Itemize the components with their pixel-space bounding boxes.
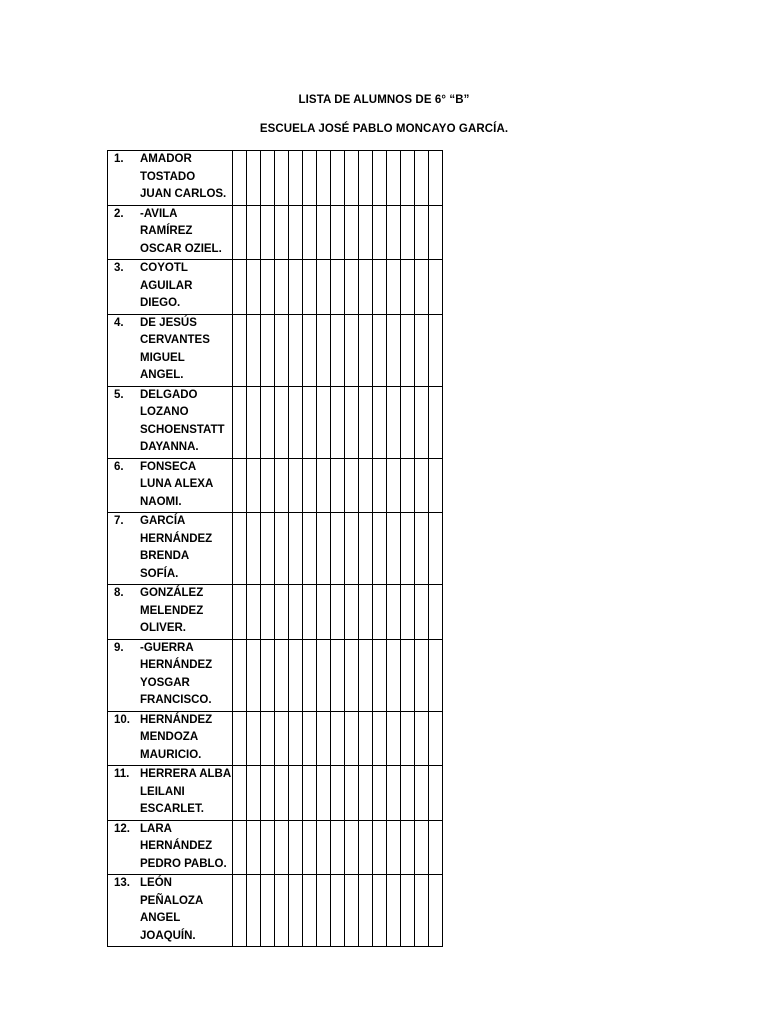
attendance-checkbox-cell[interactable]	[275, 875, 289, 947]
attendance-checkbox-cell[interactable]	[289, 711, 303, 766]
attendance-checkbox-cell[interactable]	[317, 820, 331, 875]
student-cell	[108, 585, 233, 640]
attendance-checkbox-cell[interactable]	[345, 711, 359, 766]
attendance-checkbox-cell[interactable]	[275, 151, 289, 206]
attendance-checkbox-cell[interactable]	[247, 875, 261, 947]
attendance-checkbox-cell[interactable]	[345, 205, 359, 260]
attendance-checkbox-cell[interactable]	[289, 820, 303, 875]
attendance-checkbox-cell[interactable]	[303, 875, 317, 947]
attendance-checkbox-cell[interactable]	[415, 205, 429, 260]
student-name: COYOTL AGUILAR DIEGO.	[140, 262, 193, 309]
attendance-checkbox-cell[interactable]	[233, 639, 247, 711]
attendance-checkbox-cell[interactable]	[429, 314, 443, 386]
student-number: 6.	[114, 460, 124, 473]
student-cell	[108, 458, 233, 513]
attendance-checkbox-cell[interactable]	[303, 820, 317, 875]
attendance-checkbox-cell[interactable]	[359, 820, 373, 875]
attendance-checkbox-cell[interactable]	[415, 513, 429, 585]
attendance-checkbox-cell[interactable]	[429, 205, 443, 260]
attendance-checkbox-cell[interactable]	[345, 151, 359, 206]
attendance-checkbox-cell[interactable]	[233, 314, 247, 386]
attendance-checkbox-cell[interactable]	[261, 386, 275, 458]
attendance-checkbox-cell[interactable]	[415, 639, 429, 711]
attendance-checkbox-cell[interactable]	[373, 585, 387, 640]
attendance-checkbox-cell[interactable]	[373, 820, 387, 875]
student-cell	[108, 875, 233, 947]
attendance-checkbox-cell[interactable]	[387, 260, 401, 315]
attendance-checkbox-cell[interactable]	[359, 513, 373, 585]
attendance-checkbox-cell[interactable]	[303, 151, 317, 206]
attendance-checkbox-cell[interactable]	[345, 458, 359, 513]
attendance-checkbox-cell[interactable]	[415, 766, 429, 821]
attendance-checkbox-cell[interactable]	[415, 151, 429, 206]
attendance-checkbox-cell[interactable]	[317, 205, 331, 260]
attendance-checkbox-cell[interactable]	[387, 711, 401, 766]
attendance-checkbox-cell[interactable]	[345, 260, 359, 315]
attendance-checkbox-cell[interactable]	[387, 766, 401, 821]
attendance-checkbox-cell[interactable]	[261, 151, 275, 206]
student-name: FONSECA LUNA ALEXA NAOMI.	[140, 460, 214, 508]
attendance-checkbox-cell[interactable]	[345, 766, 359, 821]
attendance-checkbox-cell[interactable]	[401, 513, 415, 585]
attendance-checkbox-cell[interactable]	[303, 314, 317, 386]
attendance-checkbox-cell[interactable]	[275, 820, 289, 875]
student-name: AMADOR TOSTADO JUAN CARLOS.	[140, 153, 227, 200]
attendance-checkbox-cell[interactable]	[373, 639, 387, 711]
student-number: 8.	[114, 587, 124, 599]
student-cell	[108, 766, 233, 821]
student-cell	[108, 386, 233, 458]
student-number: 13.	[114, 877, 130, 889]
attendance-checkbox-cell[interactable]	[317, 639, 331, 711]
attendance-checkbox-cell[interactable]	[345, 875, 359, 947]
student-cell	[108, 314, 233, 386]
attendance-checkbox-cell[interactable]	[415, 820, 429, 875]
student-cell	[108, 260, 233, 315]
attendance-checkbox-cell[interactable]	[233, 585, 247, 640]
list-item	[108, 151, 232, 205]
attendance-table	[107, 150, 443, 947]
attendance-checkbox-cell[interactable]	[247, 314, 261, 386]
attendance-checkbox-cell[interactable]	[429, 513, 443, 585]
attendance-checkbox-cell[interactable]	[317, 151, 331, 206]
attendance-checkbox-cell[interactable]	[345, 639, 359, 711]
attendance-checkbox-cell[interactable]	[387, 205, 401, 260]
attendance-checkbox-cell[interactable]	[275, 585, 289, 640]
attendance-checkbox-cell[interactable]	[317, 875, 331, 947]
attendance-checkbox-cell[interactable]	[317, 260, 331, 315]
attendance-checkbox-cell[interactable]	[317, 314, 331, 386]
attendance-checkbox-cell[interactable]	[317, 513, 331, 585]
table-row	[108, 458, 443, 513]
attendance-checkbox-cell[interactable]	[359, 151, 373, 206]
attendance-checkbox-cell[interactable]	[331, 639, 345, 711]
attendance-checkbox-cell[interactable]	[331, 205, 345, 260]
attendance-checkbox-cell[interactable]	[275, 711, 289, 766]
attendance-checkbox-cell[interactable]	[401, 386, 415, 458]
student-number: 7.	[114, 515, 124, 527]
attendance-checkbox-cell[interactable]	[387, 386, 401, 458]
list-item	[108, 459, 232, 513]
attendance-checkbox-cell[interactable]	[415, 314, 429, 386]
page-title: LISTA DE ALUMNOS DE 6° “B”	[298, 94, 470, 106]
attendance-checkbox-cell[interactable]	[401, 458, 415, 513]
student-name: HERNÁNDEZ MENDOZA MAURICIO.	[140, 713, 213, 761]
attendance-checkbox-cell[interactable]	[401, 820, 415, 875]
student-cell	[108, 711, 233, 766]
attendance-checkbox-cell[interactable]	[303, 766, 317, 821]
attendance-checkbox-cell[interactable]	[359, 875, 373, 947]
attendance-checkbox-cell[interactable]	[373, 314, 387, 386]
attendance-checkbox-cell[interactable]	[331, 875, 345, 947]
table-row	[108, 151, 443, 206]
student-cell	[108, 639, 233, 711]
student-number: 2.	[114, 207, 124, 220]
attendance-checkbox-cell[interactable]	[247, 820, 261, 875]
attendance-checkbox-cell[interactable]	[373, 766, 387, 821]
student-name: GONZÁLEZ MELENDEZ OLIVER.	[140, 587, 204, 634]
attendance-checkbox-cell[interactable]	[261, 513, 275, 585]
attendance-checkbox-cell[interactable]	[303, 711, 317, 766]
student-number: 1.	[114, 153, 124, 165]
attendance-checkbox-cell[interactable]	[373, 458, 387, 513]
attendance-checkbox-cell[interactable]	[233, 875, 247, 947]
attendance-checkbox-cell[interactable]	[317, 711, 331, 766]
list-item	[108, 712, 232, 766]
attendance-checkbox-cell[interactable]	[401, 260, 415, 315]
table-row	[108, 639, 443, 711]
attendance-checkbox-cell[interactable]	[415, 875, 429, 947]
attendance-checkbox-cell[interactable]	[401, 875, 415, 947]
attendance-checkbox-cell[interactable]	[261, 766, 275, 821]
attendance-checkbox-cell[interactable]	[289, 875, 303, 947]
attendance-checkbox-cell[interactable]	[331, 585, 345, 640]
attendance-checkbox-cell[interactable]	[359, 585, 373, 640]
attendance-checkbox-cell[interactable]	[317, 458, 331, 513]
student-name: -GUERRA HERNÁNDEZ YOSGAR FRANCISCO.	[140, 641, 213, 706]
attendance-checkbox-cell[interactable]	[359, 314, 373, 386]
attendance-checkbox-cell[interactable]	[261, 458, 275, 513]
list-item	[108, 513, 232, 584]
school-name: ESCUELA JOSÉ PABLO MONCAYO GARCÍA.	[259, 123, 509, 135]
table-row	[108, 585, 443, 640]
attendance-checkbox-cell[interactable]	[429, 458, 443, 513]
attendance-checkbox-cell[interactable]	[261, 314, 275, 386]
attendance-checkbox-cell[interactable]	[387, 314, 401, 386]
attendance-checkbox-cell[interactable]	[387, 585, 401, 640]
attendance-checkbox-cell[interactable]	[261, 820, 275, 875]
student-number: 9.	[114, 641, 124, 654]
attendance-checkbox-cell[interactable]	[247, 386, 261, 458]
table-row	[108, 513, 443, 585]
student-name: DELGADO LOZANO SCHOENSTATT DAYANNA.	[140, 388, 225, 453]
attendance-checkbox-cell[interactable]	[373, 260, 387, 315]
attendance-checkbox-cell[interactable]	[345, 314, 359, 386]
attendance-checkbox-cell[interactable]	[303, 458, 317, 513]
attendance-checkbox-cell[interactable]	[331, 766, 345, 821]
attendance-checkbox-cell[interactable]	[233, 820, 247, 875]
attendance-checkbox-cell[interactable]	[331, 314, 345, 386]
attendance-checkbox-cell[interactable]	[415, 386, 429, 458]
attendance-checkbox-cell[interactable]	[359, 766, 373, 821]
student-number: 12.	[114, 822, 130, 835]
table-row	[108, 386, 443, 458]
attendance-checkbox-cell[interactable]	[415, 711, 429, 766]
attendance-checkbox-cell[interactable]	[261, 205, 275, 260]
attendance-checkbox-cell[interactable]	[303, 585, 317, 640]
attendance-checkbox-cell[interactable]	[415, 260, 429, 315]
attendance-checkbox-cell[interactable]	[233, 151, 247, 206]
attendance-checkbox-cell[interactable]	[233, 205, 247, 260]
attendance-checkbox-cell[interactable]	[317, 766, 331, 821]
attendance-checkbox-cell[interactable]	[359, 639, 373, 711]
attendance-checkbox-cell[interactable]	[415, 585, 429, 640]
list-item	[108, 585, 232, 639]
list-item	[108, 206, 232, 260]
student-name: HERRERA ALBA LEILANI ESCARLET.	[140, 768, 232, 815]
attendance-checkbox-cell[interactable]	[401, 585, 415, 640]
attendance-checkbox-cell[interactable]	[387, 513, 401, 585]
attendance-checkbox-cell[interactable]	[359, 458, 373, 513]
table-row	[108, 820, 443, 875]
attendance-checkbox-cell[interactable]	[261, 639, 275, 711]
list-item	[108, 315, 232, 386]
attendance-checkbox-cell[interactable]	[401, 639, 415, 711]
attendance-checkbox-cell[interactable]	[401, 314, 415, 386]
attendance-checkbox-cell[interactable]	[275, 458, 289, 513]
attendance-checkbox-cell[interactable]	[289, 639, 303, 711]
attendance-checkbox-cell[interactable]	[387, 151, 401, 206]
attendance-checkbox-cell[interactable]	[387, 458, 401, 513]
attendance-checkbox-cell[interactable]	[233, 458, 247, 513]
attendance-checkbox-cell[interactable]	[303, 639, 317, 711]
table-row	[108, 875, 443, 947]
table-row	[108, 260, 443, 315]
attendance-checkbox-cell[interactable]	[345, 820, 359, 875]
attendance-checkbox-cell[interactable]	[359, 260, 373, 315]
student-name: LARA HERNÁNDEZ PEDRO PABLO.	[140, 822, 227, 870]
student-cell	[108, 820, 233, 875]
attendance-checkbox-cell[interactable]	[331, 386, 345, 458]
attendance-checkbox-cell[interactable]	[331, 513, 345, 585]
table-row	[108, 205, 443, 260]
student-name: DE JESÚS CERVANTES MIGUEL ANGEL.	[140, 316, 210, 381]
list-item	[108, 766, 232, 820]
attendance-checkbox-cell[interactable]	[275, 513, 289, 585]
list-item	[108, 260, 232, 314]
attendance-checkbox-cell[interactable]	[387, 639, 401, 711]
attendance-checkbox-cell[interactable]	[345, 513, 359, 585]
attendance-checkbox-cell[interactable]	[275, 260, 289, 315]
attendance-checkbox-cell[interactable]	[247, 766, 261, 821]
attendance-checkbox-cell[interactable]	[261, 260, 275, 315]
attendance-checkbox-cell[interactable]	[429, 151, 443, 206]
attendance-checkbox-cell[interactable]	[359, 205, 373, 260]
attendance-checkbox-cell[interactable]	[415, 458, 429, 513]
attendance-checkbox-cell[interactable]	[401, 205, 415, 260]
table-row	[108, 711, 443, 766]
student-number: 10.	[114, 713, 130, 726]
student-number: 5.	[114, 388, 124, 401]
attendance-checkbox-cell[interactable]	[289, 260, 303, 315]
attendance-checkbox-cell[interactable]	[303, 513, 317, 585]
attendance-checkbox-cell[interactable]	[289, 458, 303, 513]
attendance-checkbox-cell[interactable]	[331, 260, 345, 315]
list-item	[108, 640, 232, 711]
attendance-checkbox-cell[interactable]	[247, 205, 261, 260]
attendance-checkbox-cell[interactable]	[317, 585, 331, 640]
attendance-checkbox-cell[interactable]	[429, 820, 443, 875]
attendance-checkbox-cell[interactable]	[247, 260, 261, 315]
attendance-checkbox-cell[interactable]	[331, 711, 345, 766]
attendance-checkbox-cell[interactable]	[429, 585, 443, 640]
student-cell	[108, 151, 233, 206]
student-name: GARCÍA HERNÁNDEZ BRENDA SOFÍA.	[140, 515, 213, 580]
attendance-checkbox-cell[interactable]	[387, 820, 401, 875]
attendance-checkbox-cell[interactable]	[345, 585, 359, 640]
attendance-checkbox-cell[interactable]	[429, 639, 443, 711]
attendance-checkbox-cell[interactable]	[275, 639, 289, 711]
attendance-checkbox-cell[interactable]	[373, 875, 387, 947]
attendance-checkbox-cell[interactable]	[233, 711, 247, 766]
attendance-checkbox-cell[interactable]	[429, 711, 443, 766]
attendance-checkbox-cell[interactable]	[373, 386, 387, 458]
attendance-checkbox-cell[interactable]	[373, 513, 387, 585]
attendance-checkbox-cell[interactable]	[289, 513, 303, 585]
attendance-checkbox-cell[interactable]	[373, 205, 387, 260]
attendance-checkbox-cell[interactable]	[401, 711, 415, 766]
student-number: 4.	[114, 316, 124, 329]
attendance-checkbox-cell[interactable]	[247, 711, 261, 766]
attendance-checkbox-cell[interactable]	[247, 585, 261, 640]
attendance-checkbox-cell[interactable]	[345, 386, 359, 458]
attendance-checkbox-cell[interactable]	[373, 711, 387, 766]
attendance-checkbox-cell[interactable]	[331, 151, 345, 206]
attendance-checkbox-cell[interactable]	[429, 766, 443, 821]
attendance-checkbox-cell[interactable]	[429, 875, 443, 947]
attendance-checkbox-cell[interactable]	[247, 639, 261, 711]
attendance-checkbox-cell[interactable]	[317, 386, 331, 458]
attendance-checkbox-cell[interactable]	[359, 386, 373, 458]
list-item	[108, 821, 232, 875]
attendance-checkbox-cell[interactable]	[261, 711, 275, 766]
attendance-checkbox-cell[interactable]	[303, 205, 317, 260]
attendance-checkbox-cell[interactable]	[331, 820, 345, 875]
attendance-checkbox-cell[interactable]	[275, 766, 289, 821]
attendance-checkbox-cell[interactable]	[359, 711, 373, 766]
attendance-checkbox-cell[interactable]	[289, 314, 303, 386]
table-row	[108, 766, 443, 821]
student-cell	[108, 513, 233, 585]
attendance-checkbox-cell[interactable]	[303, 260, 317, 315]
list-item	[108, 875, 232, 946]
student-name: LEÓN PEÑALOZA ANGEL JOAQUÍN.	[140, 877, 204, 942]
attendance-checkbox-cell[interactable]	[289, 151, 303, 206]
attendance-checkbox-cell[interactable]	[261, 585, 275, 640]
attendance-checkbox-cell[interactable]	[373, 151, 387, 206]
attendance-checkbox-cell[interactable]	[233, 386, 247, 458]
attendance-checkbox-cell[interactable]	[289, 205, 303, 260]
attendance-checkbox-cell[interactable]	[331, 458, 345, 513]
attendance-checkbox-cell[interactable]	[233, 260, 247, 315]
attendance-checkbox-cell[interactable]	[401, 151, 415, 206]
attendance-checkbox-cell[interactable]	[261, 875, 275, 947]
student-name: -AVILA RAMÍREZ OSCAR OZIEL.	[140, 207, 222, 255]
attendance-checkbox-cell[interactable]	[289, 585, 303, 640]
table-row	[108, 314, 443, 386]
student-cell	[108, 205, 233, 260]
attendance-checkbox-cell[interactable]	[275, 205, 289, 260]
attendance-checkbox-cell[interactable]	[247, 458, 261, 513]
attendance-checkbox-cell[interactable]	[289, 386, 303, 458]
attendance-checkbox-cell[interactable]	[247, 513, 261, 585]
attendance-checkbox-cell[interactable]	[429, 260, 443, 315]
attendance-checkbox-cell[interactable]	[247, 151, 261, 206]
attendance-checkbox-cell[interactable]	[275, 386, 289, 458]
attendance-checkbox-cell[interactable]	[387, 875, 401, 947]
student-number: 11.	[114, 768, 130, 780]
student-number: 3.	[114, 262, 124, 274]
attendance-checkbox-cell[interactable]	[303, 386, 317, 458]
attendance-checkbox-cell[interactable]	[233, 766, 247, 821]
attendance-checkbox-cell[interactable]	[289, 766, 303, 821]
attendance-checkbox-cell[interactable]	[233, 513, 247, 585]
attendance-checkbox-cell[interactable]	[401, 766, 415, 821]
attendance-checkbox-cell[interactable]	[429, 386, 443, 458]
attendance-checkbox-cell[interactable]	[275, 314, 289, 386]
list-item	[108, 387, 232, 458]
